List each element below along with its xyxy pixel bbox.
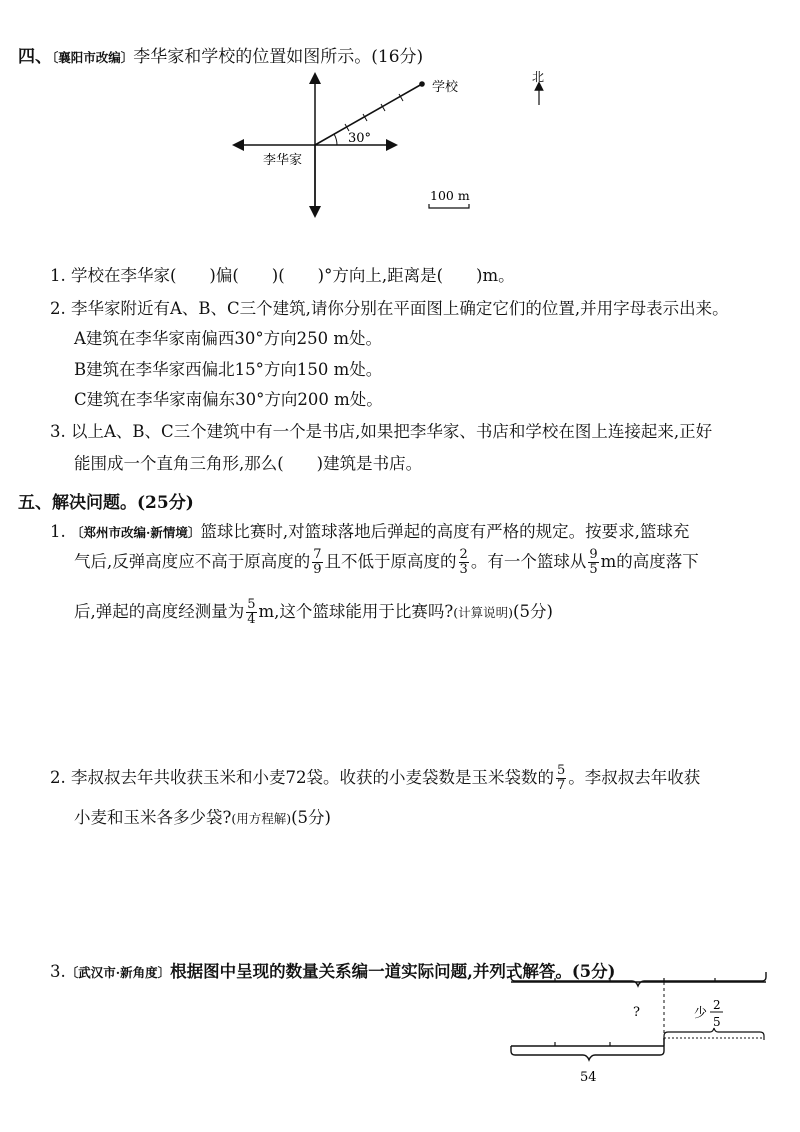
angle-label: 30° [348,131,372,146]
problem-3-source-tag: 〔武汉市·新角度〕 [65,965,171,980]
problem-2-line-1: 2. 李叔叔去年共收获玉米和小麦72袋。收获的小麦袋数是玉米袋数的 $\frac{5}{7}$ 。李叔叔去年收获 [50,763,701,793]
section-4-source-tag: 〔襄阳市改编〕 [52,50,134,65]
fraction-7-9: $\frac{7}{9}$ [313,547,322,577]
home-label: 李华家 [263,153,303,168]
problem-1-source-tag: 〔郑州市改编·新情境〕 [71,525,201,540]
s4-question-3-line-2: 能围成一个直角三角形,那么( )建筑是书店。 [74,454,423,473]
s4-question-2-b: B建筑在李华家西偏北15°方向150 m处。 [74,360,383,379]
less-label: 少 [694,1006,708,1021]
fraction-9-5: $\frac{9}{5}$ [589,547,598,577]
problem-1-text-1: 篮球比赛时,对篮球落地后弹起的高度有严格的规定。按要求,篮球充 [200,522,690,541]
s4-question-1: 1. 学校在李华家( )偏( )( )°方向上,距离是( )m。 [50,266,515,285]
s4-question-2-a: A建筑在李华家南偏西30°方向250 m处。 [74,329,383,348]
s4-question-2-c: C建筑在李华家南偏东30°方向200 m处。 [74,390,383,409]
quantity-diagram [0,960,800,1132]
angle-arc [334,134,337,145]
problem-1-line-3: 后,弹起的高度经测量为 $\frac{5}{4}$ m,这个篮球能用于比赛吗?(计算说明)(5分) [74,597,553,627]
scale-label: 100 m [430,188,470,203]
problem-3-title: 根据图中呈现的数量关系编一道实际问题,并列式解答。(5分) [170,962,616,981]
fraction-5-7: $\frac{5}{7}$ [556,763,566,793]
scale-bar [429,204,469,208]
s4-question-3-line-1: 3. 以上A、B、C三个建筑中有一个是书店,如果把李华家、书店和学校在图上连接起来,正好 [50,422,713,441]
section-4-number: 四、 [18,47,52,67]
section-5-heading: 五、解决问题。(25分) [18,493,194,513]
unknown-mark: ? [633,1005,640,1020]
school-point [419,81,425,87]
less-fraction-num: 2 [713,998,721,1012]
section-4-title: 李华家和学校的位置如图所示。(16分) [133,47,424,67]
problem-1-line-2: 气后,反弹高度应不高于原高度的 $\frac{7}{9}$ 且不低于原高度的 $\frac{2}{3}$ 。有一个篮球从 $\frac{9}{5}$ m的高度落下 [74,547,699,577]
top-bracket [511,972,766,986]
school-label: 学校 [432,80,459,95]
total-label: 54 [580,1070,597,1085]
fraction-2-3: $\frac{2}{3}$ [459,547,468,577]
problem-1-line-1: 1. 〔郑州市改编·新情境〕篮球比赛时,对篮球落地后弹起的高度有严格的规定。按要求,篮球充 [50,522,690,541]
s4-question-2: 2. 李华家附近有A、B、C三个建筑,请你分别在平面图上确定它们的位置,并用字母表示出来。 [50,299,729,318]
problem-2-line-2: 小麦和玉米各多少袋?(用方程解)(5分) [74,808,331,827]
less-fraction-den: 5 [713,1015,721,1029]
north-label: 北 [532,70,545,84]
problem-3-line-1: 3.〔武汉市·新角度〕根据图中呈现的数量关系编一道实际问题,并列式解答。(5分) [50,962,616,981]
fraction-5-4: $\frac{5}{4}$ [247,597,256,627]
location-diagram [0,0,800,240]
bottom-bracket [511,1046,664,1060]
